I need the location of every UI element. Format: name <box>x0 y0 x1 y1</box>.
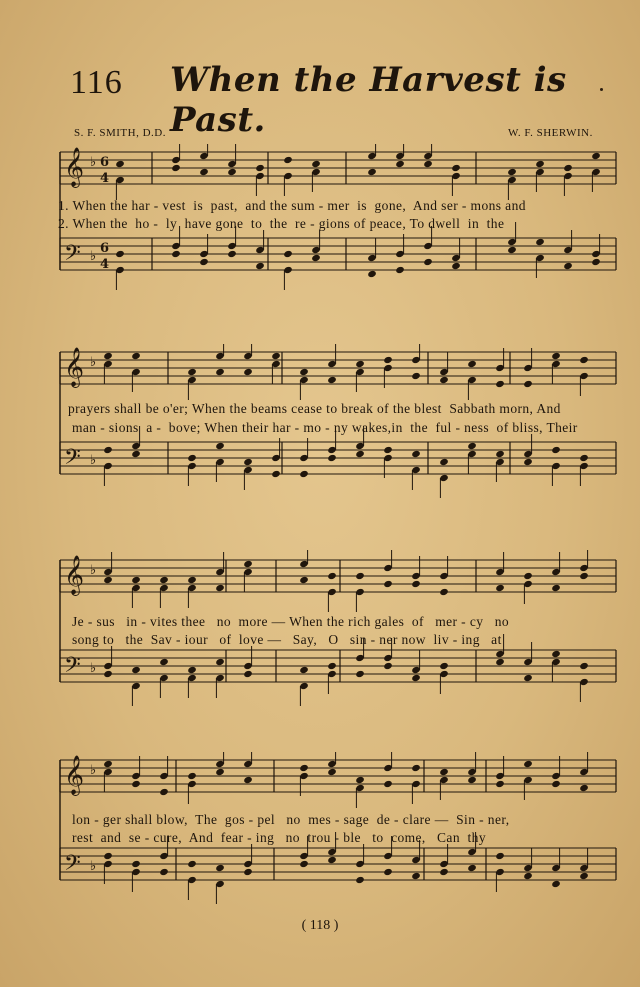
note-head <box>579 454 589 462</box>
note-head <box>551 446 561 454</box>
note-head <box>383 580 393 588</box>
note-head <box>411 764 421 772</box>
note-head <box>467 360 477 368</box>
note-head <box>103 852 113 860</box>
note-head <box>187 860 197 868</box>
flat-sign-icon: ♭ <box>90 563 97 578</box>
composer-credit: W. F. SHERWIN. <box>508 127 593 139</box>
note-head <box>243 458 253 466</box>
music-system-2 <box>58 344 618 504</box>
note-head <box>131 576 141 584</box>
flat-sign-icon: ♭ <box>90 249 97 264</box>
note-head <box>327 454 337 462</box>
note-head <box>395 266 405 274</box>
hymn-number: 116 <box>70 64 123 101</box>
page-number: ( 118 ) <box>301 918 339 933</box>
note-head <box>131 860 141 868</box>
note-head <box>563 262 573 270</box>
note-head <box>551 352 561 360</box>
note-head <box>271 470 281 478</box>
note-head <box>439 588 449 596</box>
note-head <box>299 764 309 772</box>
note-head <box>591 258 601 266</box>
flat-sign-icon: ♭ <box>90 453 97 468</box>
note-head <box>451 262 461 270</box>
note-head <box>411 580 421 588</box>
note-head <box>227 250 237 258</box>
note-head <box>395 160 405 168</box>
note-head <box>283 250 293 258</box>
note-head <box>243 560 253 568</box>
note-head <box>523 458 533 466</box>
note-head <box>439 458 449 466</box>
note-head <box>271 352 281 360</box>
note-head <box>283 156 293 164</box>
bass-clef-icon: 𝄢 <box>64 851 81 881</box>
note-head <box>159 658 169 666</box>
note-head <box>523 572 533 580</box>
flat-sign-icon: ♭ <box>90 859 97 874</box>
note-head <box>467 864 477 872</box>
lyric-line-verse-1: 1. When the har - vest is past, and the sum - mer is gone, And ser - mons and <box>58 198 526 213</box>
note-head <box>439 662 449 670</box>
note-head <box>411 674 421 682</box>
note-head <box>299 860 309 868</box>
note-head <box>551 880 561 888</box>
note-head <box>255 262 265 270</box>
note-head <box>311 160 321 168</box>
note-head <box>423 160 433 168</box>
lyric-line-verse-2: man - sions a - bove; When their har - mo - ny wakes,in the ful - ness of bliss, Their <box>72 420 578 435</box>
note-head <box>327 572 337 580</box>
note-head <box>187 772 197 780</box>
note-head <box>495 450 505 458</box>
note-head <box>411 872 421 880</box>
note-head <box>367 168 377 176</box>
note-head <box>439 376 449 384</box>
note-head <box>103 760 113 768</box>
flat-sign-icon: ♭ <box>90 355 97 370</box>
note-head <box>131 352 141 360</box>
note-head <box>243 868 253 876</box>
lyric-line-verse-2: rest and se - cure, And fear - ing no trou - ble to come, Can thy <box>72 830 486 845</box>
note-head <box>355 776 365 784</box>
note-head <box>327 768 337 776</box>
note-head <box>507 168 517 176</box>
note-head <box>255 164 265 172</box>
ornament-dot <box>600 88 603 91</box>
note-head <box>467 776 477 784</box>
treble-clef-icon: 𝄞 <box>64 755 85 795</box>
note-head <box>159 788 169 796</box>
note-head <box>423 258 433 266</box>
note-head <box>451 164 461 172</box>
note-head <box>495 780 505 788</box>
treble-clef-icon: 𝄞 <box>64 147 85 187</box>
note-head <box>103 576 113 584</box>
note-head <box>103 446 113 454</box>
note-head <box>355 360 365 368</box>
note-head <box>243 776 253 784</box>
treble-staff <box>60 144 616 200</box>
note-head <box>563 164 573 172</box>
note-head <box>439 768 449 776</box>
lyric-line-verse-1: Je - sus in - vites thee no more — When the rich gales of mer - cy no <box>72 614 509 629</box>
bass-clef-icon: 𝄢 <box>64 653 81 683</box>
time-signature: 4 <box>100 171 110 186</box>
note-head <box>535 238 545 246</box>
note-head <box>591 152 601 160</box>
note-head <box>187 576 197 584</box>
note-head <box>215 658 225 666</box>
note-head <box>311 254 321 262</box>
treble-staff <box>60 752 616 808</box>
bass-staff <box>60 426 616 498</box>
note-head <box>367 270 377 278</box>
note-head <box>495 380 505 388</box>
note-head <box>299 576 309 584</box>
note-head <box>299 368 309 376</box>
note-head <box>383 356 393 364</box>
flat-sign-icon: ♭ <box>90 763 97 778</box>
note-head <box>383 868 393 876</box>
note-head <box>551 780 561 788</box>
note-head <box>159 576 169 584</box>
time-signature: 6 <box>100 155 110 170</box>
note-head <box>215 442 225 450</box>
treble-staff <box>60 344 616 400</box>
music-system-1 <box>58 144 618 304</box>
note-head <box>411 372 421 380</box>
bass-staff <box>60 222 616 290</box>
hymn-title: When the Harvest is Past. <box>170 60 567 140</box>
note-head <box>199 258 209 266</box>
note-head <box>227 168 237 176</box>
note-head <box>355 876 365 884</box>
note-head <box>243 368 253 376</box>
bass-clef-icon: 𝄢 <box>64 445 81 475</box>
treble-clef-icon: 𝄞 <box>64 555 85 595</box>
time-signature: 4 <box>100 257 110 272</box>
note-head <box>411 450 421 458</box>
flat-sign-icon: ♭ <box>90 661 97 676</box>
note-head <box>115 250 125 258</box>
note-head <box>495 852 505 860</box>
note-head <box>327 376 337 384</box>
note-head <box>187 368 197 376</box>
note-head <box>523 760 533 768</box>
note-head <box>187 454 197 462</box>
note-head <box>467 442 477 450</box>
note-head <box>187 666 197 674</box>
note-head <box>299 470 309 478</box>
note-head <box>507 246 517 254</box>
treble-clef-icon: 𝄞 <box>64 347 85 387</box>
note-head <box>327 662 337 670</box>
note-head <box>523 872 533 880</box>
note-head <box>355 670 365 678</box>
note-head <box>495 584 505 592</box>
note-head <box>299 666 309 674</box>
note-head <box>215 768 225 776</box>
note-head <box>383 662 393 670</box>
note-head <box>579 662 589 670</box>
note-head <box>523 674 533 682</box>
note-head <box>495 658 505 666</box>
note-head <box>579 572 589 580</box>
note-head <box>171 250 181 258</box>
note-head <box>243 670 253 678</box>
note-head <box>327 856 337 864</box>
note-head <box>215 584 225 592</box>
note-head <box>171 164 181 172</box>
lyric-line-verse-2: song to the Sav - iour of love — Say, O sin - ner now liv - ing at <box>72 632 502 647</box>
lyric-line-verse-1: prayers shall be o'er; When the beams cease to break of the blest Sabbath morn, And <box>68 401 561 416</box>
flat-sign-icon: ♭ <box>90 155 97 170</box>
note-head <box>159 868 169 876</box>
note-head <box>535 160 545 168</box>
music-system-4 <box>58 752 618 912</box>
lyric-line-verse-2: 2. When the ho - ly have gone to the re - gions of peace, To dwell in the <box>58 216 505 231</box>
note-head <box>551 650 561 658</box>
note-head <box>579 872 589 880</box>
note-head <box>579 356 589 364</box>
note-head <box>215 368 225 376</box>
note-head <box>551 584 561 592</box>
note-head <box>199 168 209 176</box>
note-head <box>103 352 113 360</box>
note-head <box>131 780 141 788</box>
treble-staff <box>60 550 616 612</box>
lyric-line-verse-1: lon - ger shall blow, The gos - pel no mes - sage de - clare — Sin - ner, <box>72 812 510 827</box>
time-signature: 6 <box>100 241 110 256</box>
note-head <box>355 572 365 580</box>
note-head <box>355 450 365 458</box>
author-credit: S. F. SMITH, D.D. <box>74 127 166 139</box>
note-head <box>383 780 393 788</box>
bass-clef-icon: 𝄢 <box>64 241 81 271</box>
note-head <box>131 666 141 674</box>
note-head <box>215 864 225 872</box>
note-head <box>439 868 449 876</box>
note-head <box>131 450 141 458</box>
note-head <box>579 784 589 792</box>
note-head <box>523 380 533 388</box>
note-head <box>115 160 125 168</box>
note-head <box>103 670 113 678</box>
note-head <box>383 446 393 454</box>
music-system-3 <box>58 550 618 720</box>
